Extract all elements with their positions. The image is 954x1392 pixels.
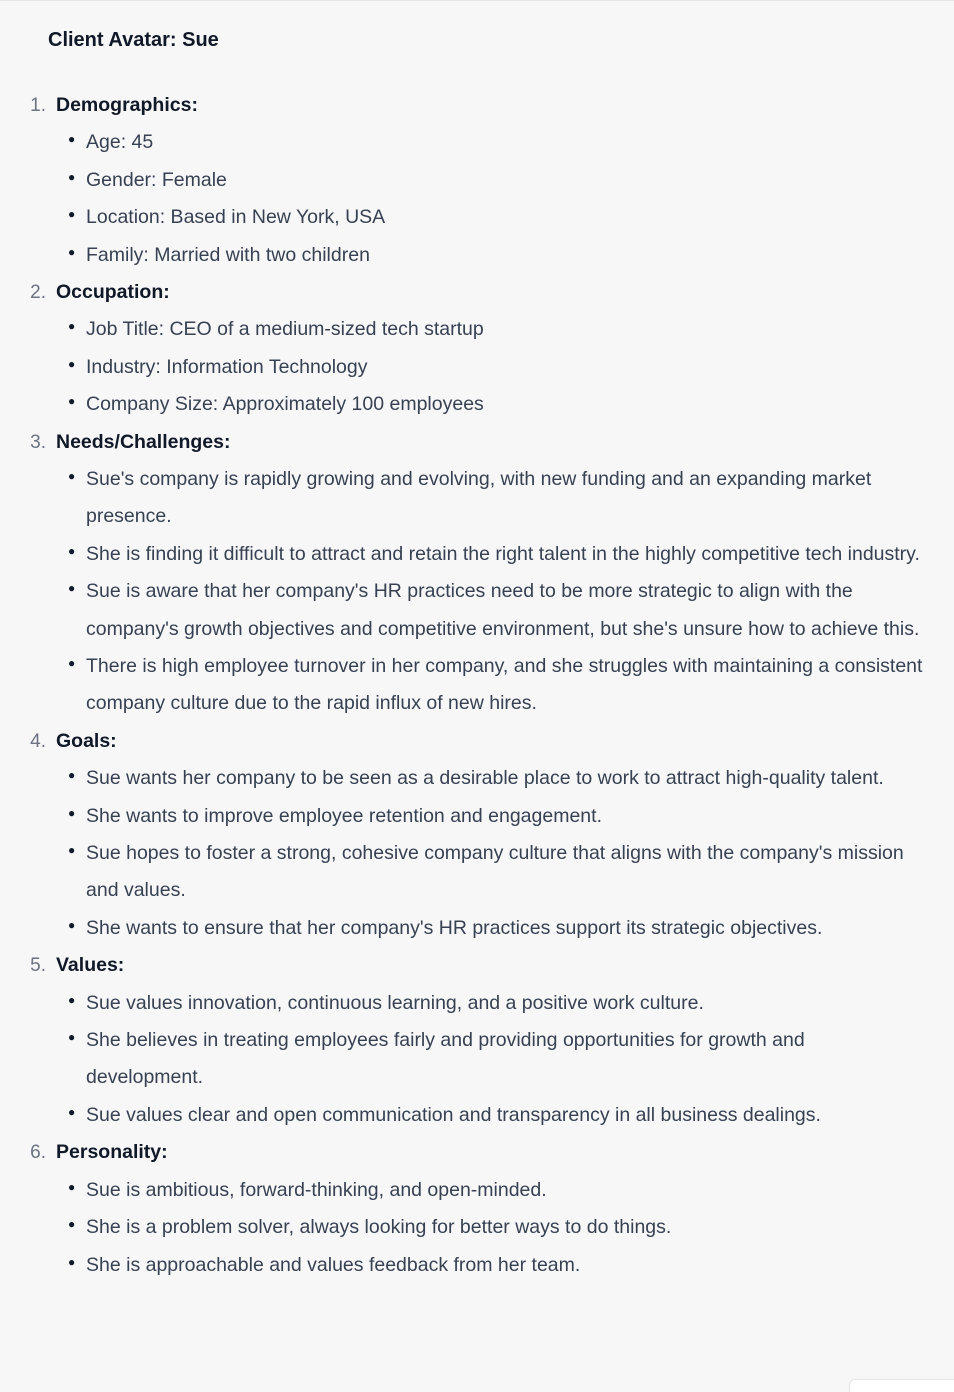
bullet-list [0,985,954,1135]
bullet-dot-icon: ● [68,768,76,783]
section-heading [0,947,954,984]
scroll-corner-edge [849,1379,954,1392]
list-item [0,1097,954,1134]
list-item [0,311,954,348]
list-item [0,648,954,723]
bullet-dot-icon: ● [68,1104,76,1119]
section-personality [0,1134,954,1284]
bullet-dot-icon: ● [68,656,76,671]
section-heading [0,1134,954,1171]
section-title: Occupation: [56,281,170,304]
bullet-list [0,124,954,274]
bullet-list [0,461,954,723]
list-item-text: Location: Based in New York, USA [86,206,386,229]
bullet-dot-icon: ● [68,992,76,1007]
bullet-dot-icon: ● [68,805,76,820]
avatar-section-list [0,87,954,1284]
list-item-text: Job Title: CEO of a medium-sized tech startup [86,318,484,341]
section-number: 3. [30,431,46,453]
bullet-dot-icon: ● [68,1217,76,1232]
list-item [0,985,954,1022]
list-item [0,1172,954,1209]
bullet-dot-icon: ● [68,1179,76,1194]
list-item [0,237,954,274]
list-item [0,835,954,910]
bullet-dot-icon: ● [68,132,76,147]
bullet-dot-icon: ● [68,581,76,596]
list-item-text: She is finding it difficult to attract and retain the right talent in the highly competitive tech industry. [86,542,920,565]
section-needs-challenges [0,424,954,723]
bullet-dot-icon: ● [68,207,76,222]
list-item [0,573,954,648]
section-heading [0,723,954,760]
list-item [0,199,954,236]
list-item [0,1022,954,1097]
bullet-dot-icon: ● [68,917,76,932]
section-title: Needs/Challenges: [56,430,231,453]
list-item [0,386,954,423]
bullet-dot-icon: ● [68,1254,76,1269]
list-item-text: Family: Married with two children [86,243,370,266]
list-item-text: She is a problem solver, always looking for better ways to do things. [86,1216,672,1239]
list-item [0,461,954,536]
list-item [0,910,954,947]
bullet-dot-icon: ● [68,543,76,558]
section-heading [0,274,954,311]
list-item [0,798,954,835]
list-item-text: Company Size: Approximately 100 employees [86,393,484,416]
bullet-dot-icon: ● [68,469,76,484]
list-item-text: There is high employee turnover in her company, and she struggles with maintaining a consistent company culture due to the rapid influx of new hires. [86,655,923,715]
bullet-list [0,311,954,423]
list-item-text: Sue values clear and open communication and transparency in all business dealings. [86,1103,821,1126]
section-heading [0,424,954,461]
bullet-dot-icon: ● [68,1030,76,1045]
section-number: 2. [30,282,46,304]
bullet-dot-icon: ● [68,319,76,334]
list-item-text: Industry: Information Technology [86,355,368,378]
list-item [0,162,954,199]
list-item-text: Sue is ambitious, forward-thinking, and open-minded. [86,1178,547,1201]
list-item-text: Sue values innovation, continuous learning, and a positive work culture. [86,991,704,1014]
list-item-text: Sue is aware that her company's HR practices need to be more strategic to align with the company's growth objectives and competitive environment, but she's unsure how to achieve this. [86,580,920,640]
list-item-text: Sue hopes to foster a strong, cohesive company culture that aligns with the company's mission and values. [86,842,904,902]
section-title: Values: [56,954,125,977]
list-item [0,1247,954,1284]
section-number: 1. [30,95,46,116]
section-title: Demographics: [56,94,198,116]
section-occupation [0,274,954,424]
list-item-text: Sue wants her company to be seen as a desirable place to work to attract high-quality talent. [86,767,884,790]
section-title: Personality: [56,1141,168,1164]
list-item-text: Age: 45 [86,131,154,154]
bullet-list [0,760,954,947]
bullet-dot-icon: ● [68,169,76,184]
list-item-text: Sue's company is rapidly growing and evolving, with new funding and an expanding market presence. [86,468,872,528]
page-title: Client Avatar: Sue [48,29,219,51]
bullet-dot-icon: ● [68,356,76,371]
section-goals [0,723,954,947]
section-heading [0,87,954,124]
list-item [0,536,954,573]
list-item-text: She wants to improve employee retention and engagement. [86,804,602,827]
list-item-text: She is approachable and values feedback from her team. [86,1253,581,1276]
section-number: 4. [30,730,46,752]
bullet-dot-icon: ● [68,244,76,259]
bullet-dot-icon: ● [68,394,76,409]
list-item [0,124,954,161]
list-item [0,1209,954,1246]
list-item [0,349,954,386]
section-number: 5. [30,955,46,977]
section-demographics [0,87,954,274]
section-title: Goals: [56,729,117,752]
bullet-dot-icon: ● [68,843,76,858]
list-item-text: She believes in treating employees fairly and providing opportunities for growth and development. [86,1029,805,1089]
list-item-text: Gender: Female [86,168,227,191]
list-item-text: She wants to ensure that her company's HR practices support its strategic objectives. [86,916,823,939]
list-item [0,760,954,797]
section-number: 6. [30,1142,46,1164]
bullet-list [0,1172,954,1284]
section-values [0,947,954,1134]
